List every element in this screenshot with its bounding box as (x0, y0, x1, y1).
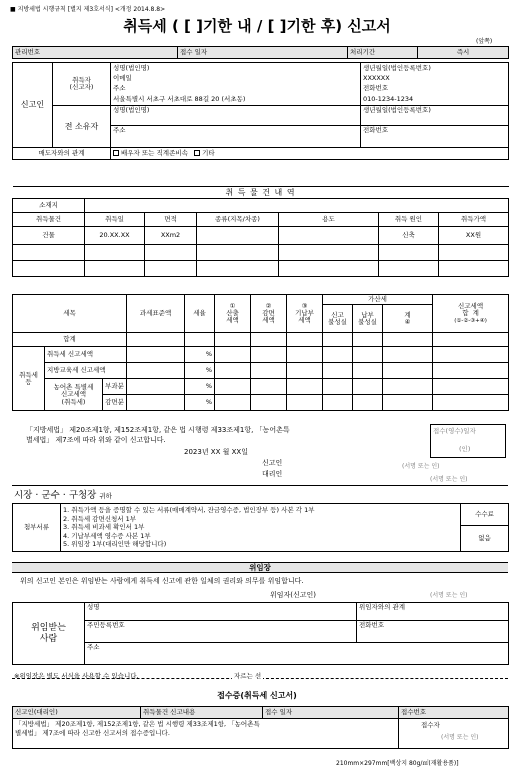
prev-phone-field[interactable]: 전화번호 (361, 126, 509, 148)
tax-rate-unit: % (185, 347, 215, 363)
fee-value: 없음 (461, 526, 509, 552)
tax-rate-unit: % (185, 395, 215, 411)
receipt-date-label: 접수 일자 (178, 47, 348, 59)
cut-line-label: 자르는 선 (234, 672, 262, 680)
property-table (12, 186, 509, 277)
tax-table (12, 294, 509, 411)
tax-row-label: 취득세 신고세액 (45, 347, 127, 363)
page-note: (앞쪽) (476, 38, 493, 45)
prop-header: 면적 (145, 213, 197, 227)
phone-label: 전화번호 (361, 84, 509, 94)
prop-cell[interactable]: 20.XX.XX (85, 227, 145, 245)
poa-text: 위의 신고인 본인은 위임받는 사람에게 취득세 신고에 관한 일체의 권리와 의무를 위임합니다. (20, 577, 304, 585)
receipt-stamp-box (430, 424, 506, 458)
fee-label: 수수료 (461, 504, 509, 526)
prev-owner-label: 전 소유자 (53, 106, 111, 148)
tax-header-item: 세목 (13, 295, 127, 333)
prop-cell[interactable]: 건물 (13, 227, 85, 245)
receipt-sign: (서명 또는 인) (441, 734, 479, 742)
address-value[interactable]: 서울특별시 서초구 서초대로 88길 20 (서초동) (111, 94, 361, 106)
tax-header-add: 가산세 (323, 295, 433, 305)
tax-header-add2: 납부 불성실 (353, 305, 383, 333)
attachment-item: 3. 취득세 비과세 확인서 1부 (63, 523, 145, 532)
law-reference: ■ 지방세법 시행규칙 [별지 제3호서식] <개정 2014.8.8> (10, 6, 166, 13)
stamp-sign: (인) (459, 445, 471, 453)
form-title: 취득세 ( [ ]기한 내 / [ ]기한 후) 신고서 (123, 17, 391, 35)
attachment-item: 4. 기납부세액 영수증 사본 1부 (63, 531, 151, 540)
attachment-item: 1. 취득가액 등을 증명할 수 있는 서류(매매계약서, 잔금영수증, 법인장부 등) 사본 각 1부 (63, 506, 315, 515)
tax-header-rate: 세율 (185, 295, 215, 333)
poa-delegator: 위임자(신고인) (270, 591, 317, 599)
sign-placeholder-1: (서명 또는 인) (402, 463, 440, 470)
poa-phone-field[interactable]: 전화번호 (357, 621, 509, 643)
attachment-item: 5. 위임장 1부(대리인만 해당합니다) (63, 540, 167, 549)
period-value: 즉시 (418, 47, 509, 59)
prop-header: 용도 (279, 213, 379, 227)
mgmt-table (12, 46, 509, 59)
acquirer-label: 취득자 (신고자) (53, 63, 111, 106)
receipt-header: 접수번호 (399, 707, 509, 719)
tax-row-label: 지방교육세 신고세액 (45, 363, 127, 379)
poa-relation-field[interactable]: 위임자와의 관계 (357, 603, 509, 621)
tax-header-add3: 계 ④ (383, 305, 433, 333)
prop-header: 취득가액 (439, 213, 509, 227)
receipt-receiver-cell (399, 719, 509, 749)
prop-cell[interactable] (197, 227, 279, 245)
attachment-item: 2. 취득세 감면신청서 1부 (63, 514, 137, 523)
declaration-date: 2023년 XX 월 XX일 (184, 448, 248, 456)
address-label: 주소 (111, 84, 361, 94)
declaration-reporter: 신고인 (262, 459, 283, 467)
tax-header-c1: ① 산출 세액 (215, 295, 251, 333)
receipt-text: 「지방세법」 제20조제1항, 제152조제1항, 같은 법 시행령 제33조제1항, 「농어촌특 별세법」 제7조에 따라 신고한 신고서의 접수증입니다. (13, 719, 399, 749)
property-section-title: 취 득 물 건 내 역 (13, 187, 509, 199)
receipt-receiver: 접수자 (421, 721, 440, 729)
poa-address-field[interactable]: 주소 (85, 643, 509, 665)
paper-spec: 210mm×297mm[백상지 80g/㎡(재활용품)] (336, 760, 459, 767)
prev-birth-field[interactable]: 생년월일(법인등록번호) (361, 106, 509, 126)
prop-header: 취득물건 (13, 213, 85, 227)
tax-header-c3: ③ 기납부 세액 (287, 295, 323, 333)
tax-header-add1: 신고 불성실 (323, 305, 353, 333)
stamp-label: 접수(영수)일자 (433, 427, 476, 435)
prop-empty-cell[interactable] (13, 261, 85, 277)
prop-empty-cell[interactable] (13, 245, 85, 261)
email-field[interactable]: 이메일 (111, 74, 361, 84)
declaration-text-l1: 「지방세법」 제20조제1항, 제152조제1항, 같은 법 시행령 제33조제1항, 「농어촌특 (26, 426, 290, 434)
declaration-agent: 대리인 (262, 470, 283, 478)
sign-placeholder-2: (서명 또는 인) (430, 476, 468, 483)
tax-sum-label: 합계 (13, 333, 127, 347)
prop-cell[interactable]: XX원 (439, 227, 509, 245)
prop-header: 종류(지목/차종) (197, 213, 279, 227)
relation-options: 배우자 또는 직계존비속 기타 (111, 148, 509, 160)
phone-value[interactable]: 010-1234-1234 (361, 94, 509, 106)
tax-sub-label: 부과분 (103, 379, 127, 395)
relation-label: 매도자와의 관계 (13, 148, 111, 160)
poa-sign: (서명 또는 인) (430, 592, 468, 599)
tax-sub-label: 감면분 (103, 395, 127, 411)
location-label: 소재지 (13, 199, 85, 213)
prev-name-field[interactable]: 성명(법인명) (111, 106, 361, 126)
receipt-header: 접수 일자 (263, 707, 399, 719)
poa-title: 위임장 (12, 562, 508, 573)
attachments-table (12, 503, 509, 552)
prop-cell[interactable]: 신축 (379, 227, 439, 245)
prop-header: 취득일 (85, 213, 145, 227)
tax-header-c2: ② 감면 세액 (251, 295, 287, 333)
prop-header: 취득 원인 (379, 213, 439, 227)
name-field[interactable]: 성명(법인명) (111, 63, 361, 74)
tax-header-base: 과세표준액 (127, 295, 185, 333)
tax-rate-unit: % (185, 363, 215, 379)
tax-row-label: 농어촌 특별세 신고세액 (취득세) (45, 379, 103, 411)
relation-checkbox-other[interactable] (194, 150, 200, 156)
birth-field[interactable]: 생년월일(법인등록번호) (361, 63, 509, 74)
receipt-header: 취득물건 신고내용 (141, 707, 263, 719)
relation-checkbox-spouse[interactable] (113, 150, 119, 156)
prop-cell[interactable]: XXm2 (145, 227, 197, 245)
poa-receiver-table (12, 602, 509, 665)
prev-address-field[interactable]: 주소 (111, 126, 361, 148)
reporter-table (12, 62, 509, 160)
poa-id-field[interactable]: 주민등록번호 (85, 621, 357, 643)
tax-header-total: 신고세액 합 계 (①-②-③+④) (433, 295, 509, 333)
receipt-title: 접수증(취득세 신고서) (217, 691, 297, 700)
period-label: 처리기간 (348, 47, 418, 59)
reporter-section-label: 신고인 (13, 63, 53, 148)
declaration-block (12, 424, 508, 486)
poa-name-field[interactable]: 성명 (85, 603, 357, 621)
birth-value: XXXXXX (361, 74, 509, 84)
tax-rate-unit: % (185, 379, 215, 395)
tax-group-label: 취득세 등 (13, 347, 45, 411)
prop-cell[interactable] (279, 227, 379, 245)
attachments-list (61, 504, 461, 552)
addressee: 시장 · 군수 · 구청장 귀하 (14, 490, 112, 501)
poa-receiver-label: 위임받는 사람 (13, 603, 85, 665)
attachments-label: 첨부서류 (13, 504, 61, 552)
location-field[interactable] (85, 199, 509, 213)
receipt-table (12, 706, 509, 749)
poa-note: ※위임장은 별도 서식을 사용할 수 있습니다. (14, 672, 139, 680)
mgmt-no-label: 관리번호 (13, 47, 178, 59)
receipt-header: 신고인(대리인) (13, 707, 141, 719)
declaration-text-l2: 별세법」 제7조에 따라 위와 같이 신고합니다. (26, 436, 166, 444)
